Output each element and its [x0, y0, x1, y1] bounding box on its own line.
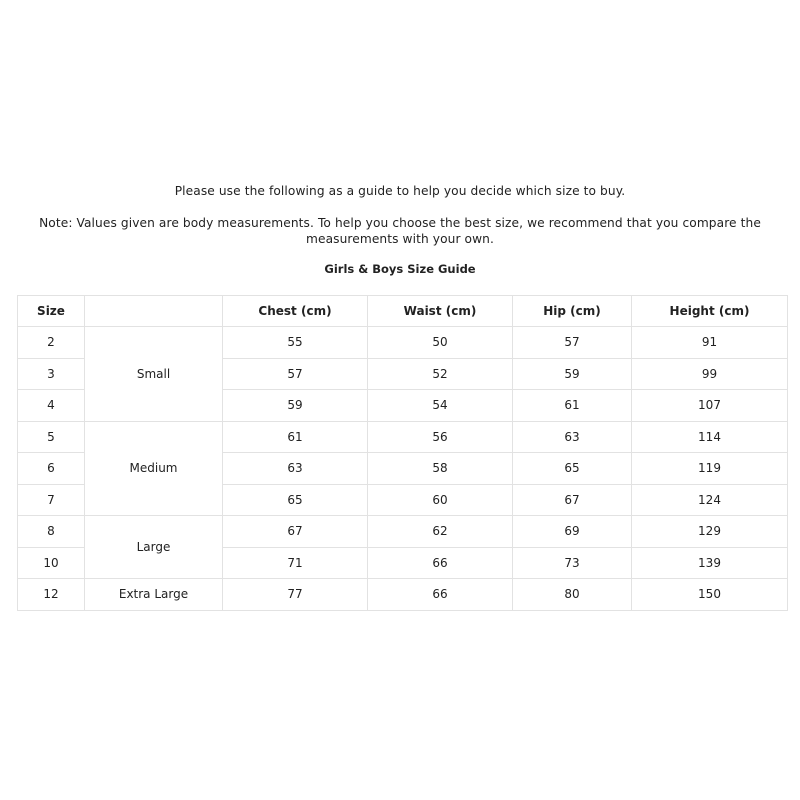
- chest-cell: 67: [223, 516, 368, 548]
- size-guide-content: [0, 183, 800, 602]
- size-cell: 5: [18, 421, 85, 453]
- size-cell: 4: [18, 390, 85, 422]
- height-cell: 114: [632, 421, 788, 453]
- waist-cell: 54: [368, 390, 513, 422]
- height-cell: 99: [632, 358, 788, 390]
- height-cell: 124: [632, 484, 788, 516]
- waist-cell: 62: [368, 516, 513, 548]
- height-cell: 119: [632, 453, 788, 485]
- size-group-label: Medium: [85, 421, 223, 516]
- table-header-row: [18, 296, 788, 327]
- table-row: [18, 516, 788, 548]
- chest-cell: 77: [223, 579, 368, 611]
- header-waist: Waist (cm): [368, 296, 513, 327]
- header-size: Size: [18, 296, 85, 327]
- hip-cell: 67: [513, 484, 632, 516]
- hip-cell: 80: [513, 579, 632, 611]
- hip-cell: 63: [513, 421, 632, 453]
- size-cell: 10: [18, 547, 85, 579]
- chest-cell: 57: [223, 358, 368, 390]
- height-cell: 139: [632, 547, 788, 579]
- hip-cell: 61: [513, 390, 632, 422]
- height-cell: 129: [632, 516, 788, 548]
- waist-cell: 66: [368, 547, 513, 579]
- hip-cell: 69: [513, 516, 632, 548]
- hip-cell: 65: [513, 453, 632, 485]
- chest-cell: 63: [223, 453, 368, 485]
- waist-cell: 56: [368, 421, 513, 453]
- size-group-label: Extra Large: [85, 579, 223, 611]
- waist-cell: 60: [368, 484, 513, 516]
- chest-cell: 59: [223, 390, 368, 422]
- waist-cell: 66: [368, 579, 513, 611]
- height-cell: 91: [632, 327, 788, 359]
- size-guide-table: [17, 295, 788, 611]
- hip-cell: 59: [513, 358, 632, 390]
- hip-cell: 57: [513, 327, 632, 359]
- waist-cell: 58: [368, 453, 513, 485]
- intro-text: Please use the following as a guide to help you decide which size to buy.: [174, 184, 626, 198]
- header-chest: Chest (cm): [223, 296, 368, 327]
- table-row: [18, 421, 788, 453]
- size-cell: 12: [18, 579, 85, 611]
- size-cell: 6: [18, 453, 85, 485]
- chest-cell: 61: [223, 421, 368, 453]
- size-group-label: Small: [85, 327, 223, 422]
- note-text: Note: Values given are body measurements. To help you choose the best size, we recommend that you compare the measurements with your own.: [39, 216, 761, 246]
- table-row: [18, 327, 788, 359]
- chest-cell: 71: [223, 547, 368, 579]
- size-cell: 3: [18, 358, 85, 390]
- size-cell: 8: [18, 516, 85, 548]
- header-height: Height (cm): [632, 296, 788, 327]
- chest-cell: 65: [223, 484, 368, 516]
- height-cell: 150: [632, 579, 788, 611]
- waist-cell: 50: [368, 327, 513, 359]
- size-group-label: Large: [85, 516, 223, 579]
- height-cell: 107: [632, 390, 788, 422]
- header-hip: Hip (cm): [513, 296, 632, 327]
- header-size-label: [85, 296, 223, 327]
- size-guide-title: Girls & Boys Size Guide: [324, 262, 476, 276]
- table-row: [18, 579, 788, 611]
- size-cell: 7: [18, 484, 85, 516]
- chest-cell: 55: [223, 327, 368, 359]
- size-cell: 2: [18, 327, 85, 359]
- hip-cell: 73: [513, 547, 632, 579]
- waist-cell: 52: [368, 358, 513, 390]
